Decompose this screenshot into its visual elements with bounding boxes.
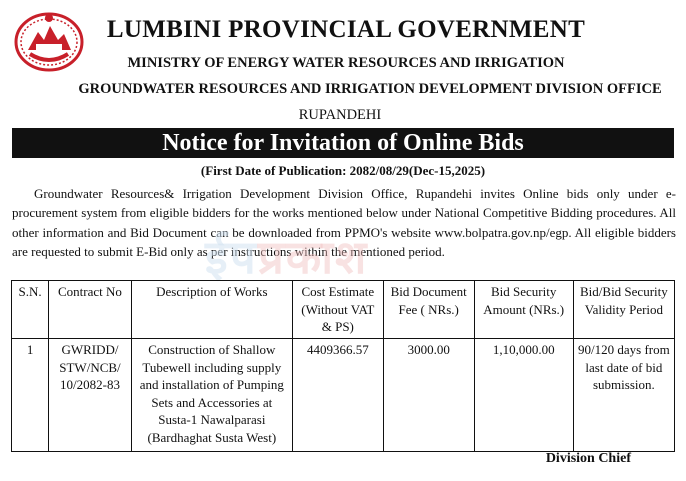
table-header-row (12, 281, 675, 339)
watermark-logo (205, 225, 368, 287)
watermark-part1: ईप (205, 231, 258, 283)
header-cost-estimate: Cost Estimate (Without VAT & PS) (292, 281, 383, 339)
district-title: RUPANDEHI (298, 107, 382, 123)
table-row (12, 339, 675, 452)
header-sn: S.N. (12, 281, 49, 339)
notice-body: Groundwater Resources& Irrigation Development Division Office, Rupandehi invites Online bids only under e-procurement system from eligible bidders for the works mentioned below under National Competitive Bidding procedures. All other information and Bid Document can be downloaded from PPMO's website www.bolpatra.gov.np/egp. All eligible bidders are requested to submit E-Bid only as per instructions within the mentioned period. (12, 186, 676, 259)
nepal-emblem-icon (14, 10, 84, 72)
bid-table (11, 280, 675, 452)
government-title: LUMBINI PROVINCIAL GOVERNMENT (106, 16, 586, 43)
header-bid-fee: Bid Document Fee ( NRs.) (383, 281, 474, 339)
cell-description: Construction of Shallow Tubewell including supply and installation of Pumping Sets and Accessories at Susta-1 Nawalparasi (Bardhaghat Susta West) (131, 339, 292, 452)
signature: Division Chief (545, 451, 631, 466)
publication-date: (First Date of Publication: 2082/08/29(Dec-15,2025) (200, 163, 486, 178)
watermark-part2: प्रकाश (257, 231, 369, 283)
cell-validity: 90/120 days from last date of bid submission. (573, 339, 674, 452)
office-title: GROUNDWATER RESOURCES AND IRRIGATION DEVELOPMENT DIVISION OFFICE (78, 81, 662, 97)
cell-sn: 1 (12, 339, 49, 452)
cell-bid-fee: 3000.00 (383, 339, 474, 452)
header-description: Description of Works (131, 281, 292, 339)
header-validity: Bid/Bid Security Validity Period (573, 281, 674, 339)
header-bid-security: Bid Security Amount (NRs.) (474, 281, 573, 339)
cell-cost-estimate: 4409366.57 (292, 339, 383, 452)
cell-contract-no: GWRIDD/ STW/NCB/ 10/2082-83 (49, 339, 132, 452)
cell-bid-security: 1,10,000.00 (474, 339, 573, 452)
header-contract-no: Contract No (49, 281, 132, 339)
ministry-title: MINISTRY OF ENERGY WATER RESOURCES AND IRRIGATION (127, 55, 565, 71)
notice-title: Notice for Invitation of Online Bids (12, 128, 674, 158)
